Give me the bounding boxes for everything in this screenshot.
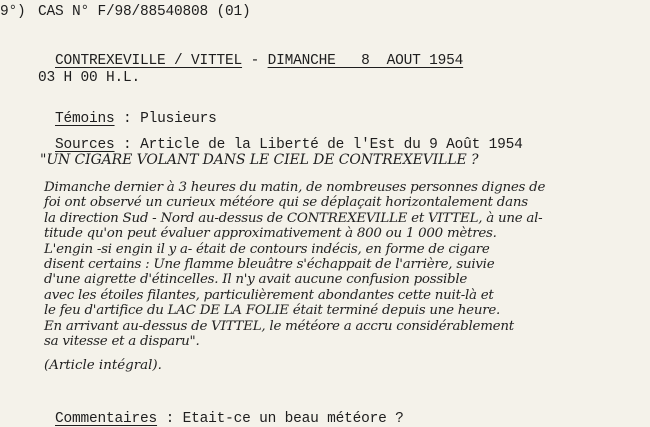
article-line: la direction Sud - Nord au-dessus de CONTREXEVILLE et VITTEL, à une al- [44,210,543,226]
article-text [44,180,634,349]
header-separator: - [250,53,260,69]
witnesses-colon: : [123,111,132,127]
header-location: CONTREXEVILLE / VITTEL [55,53,243,69]
article-line: foi ont observé un curieux météore qui se déplaçait horizontalement dans [44,195,528,211]
article-note: (Article intégral). [44,358,162,373]
comments-value: Etait-ce un beau météore ? [182,411,404,427]
article-line: le feu d'artifice du LAC DE LA FOLIE était terminé depuis une heure. [44,303,501,319]
article-line: Dimanche dernier à 3 heures du matin, de nombreuses personnes dignes de [44,180,546,195]
sources-value: Article de la Liberté de l'Est du 9 Août 1954 [140,137,523,153]
sources-label: Sources [55,137,115,153]
article-title: "UN CIGARE VOLANT DANS LE CIEL DE CONTREXEVILLE ? [40,152,479,168]
comments-colon: : [165,411,175,427]
sources-colon: : [123,137,132,153]
article-line: sa vitesse et a disparu". [44,334,200,350]
article-line: En arrivant au-dessus de VITTEL, le météore a accru considérablement [44,318,514,334]
observation-time: 03 H 00 H.L. [38,70,141,86]
case-header [38,37,463,69]
article-line: avec les étoiles filantes, particulièrement abondantes cette nuit-là et [44,287,494,303]
article-line: titude qu'on peut évaluer approximativement à 800 ou 1 000 mètres. [44,226,497,242]
article-line: L'engin -si engin il y a- était de contours indécis, en forme de cigare [44,241,490,257]
sources-row [38,121,523,153]
witnesses-label: Témoins [55,111,115,127]
article-line: disent certains : Une flamme bleuâtre s'échappait de l'arrière, suivie [44,257,495,273]
comments-row [38,395,404,427]
case-id: CAS N° F/98/88540808 (01) [38,4,251,20]
comments-label: Commentaires [55,411,158,427]
header-date: DIMANCHE 8 AOUT 1954 [267,53,464,69]
article-line: d'une aigrette d'étincelles. Il n'y avait aucune confusion possible [44,272,468,288]
witnesses-value: Plusieurs [140,111,217,127]
case-number: 9°) [0,4,26,20]
